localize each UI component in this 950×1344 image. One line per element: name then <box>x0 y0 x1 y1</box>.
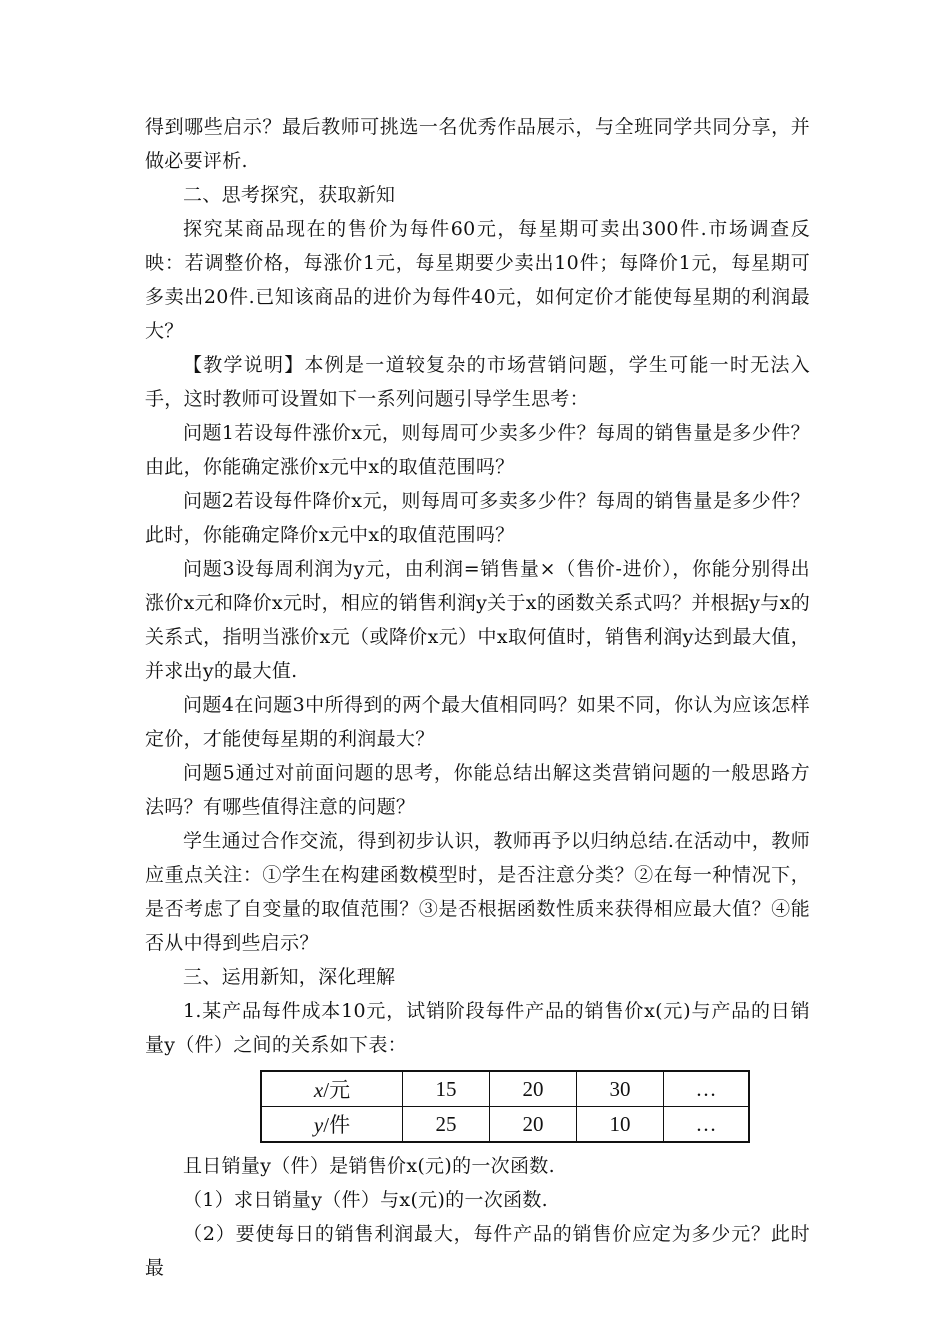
question-1: 问题1若设每件涨价x元，则每周可少卖多少件？每周的销售量是多少件？由此，你能确定涨价x元中x的取值范围吗？ <box>145 422 810 478</box>
question-5: 问题5通过对前面问题的思考，你能总结出解这类营销问题的一般思路方法吗？有哪些值得注意的问题？ <box>145 762 810 818</box>
table-row-x <box>261 1071 749 1107</box>
table-cell: 30 <box>577 1071 664 1107</box>
table-cell: 15 <box>403 1071 490 1107</box>
exercise-1-condition: 且日销量y（件）是销售价x(元)的一次函数. <box>183 1155 555 1177</box>
section-heading-3: 三、运用新知，深化理解 <box>183 966 396 988</box>
table-cell: … <box>664 1107 750 1143</box>
exercise-1-part-1: （1）求日销量y（件）与x(元)的一次函数. <box>183 1189 549 1211</box>
table-cell: 20 <box>490 1071 577 1107</box>
question-2: 问题2若设每件降价x元，则每周可多卖多少件？每周的销售量是多少件？此时，你能确定降价x元中x的取值范围吗？ <box>145 490 810 546</box>
paragraph-summary: 学生通过合作交流，得到初步认识，教师再予以归纳总结.在活动中，教师应重点关注：①学生在构建函数模型时，是否注意分类？②在每一种情况下，是否考虑了自变量的取值范围？③是否根据函数性质来获得相应最大值？④能否从中得到些启示？ <box>145 830 810 954</box>
table-header-x: x/元 <box>261 1071 403 1107</box>
question-3: 问题3设每周利润为y元，由利润=销售量×（售价-进价），你能分别得出涨价x元和降价x元时，相应的销售利润y关于x的函数关系式吗？并根据y与x的关系式，指明当涨价x元（或降价x元）中x取何值时，销售利润y达到最大值，并求出y的最大值. <box>145 558 810 682</box>
exercise-1: 1.某产品每件成本10元，试销阶段每件产品的销售价x(元)与产品的日销量y（件）之间的关系如下表： <box>145 1000 810 1056</box>
data-table-wrapper <box>260 1070 810 1143</box>
price-sales-table <box>260 1070 750 1143</box>
table-cell: … <box>664 1071 750 1107</box>
question-4: 问题4在问题3中所得到的两个最大值相同吗？如果不同，你认为应该怎样定价，才能使每星期的利润最大？ <box>145 694 810 750</box>
paragraph-continuation: 得到哪些启示？最后教师可挑选一名优秀作品展示，与全班同学共同分享，并做必要评析. <box>145 116 810 172</box>
table-row-y <box>261 1107 749 1143</box>
document-page <box>145 110 810 1285</box>
section-heading-2: 二、思考探究，获取新知 <box>183 184 396 206</box>
table-cell: 20 <box>490 1107 577 1143</box>
exercise-1-part-2: （2）要使每日的销售利润最大，每件产品的销售价应定为多少元？此时最 <box>145 1223 810 1279</box>
table-cell: 25 <box>403 1107 490 1143</box>
table-header-y: y/件 <box>261 1107 403 1143</box>
paragraph-problem: 探究某商品现在的售价为每件60元，每星期可卖出300件.市场调查反映：若调整价格，每涨价1元，每星期要少卖出10件；每降价1元，每星期可多卖出20件.已知该商品的进价为每件40元，如何定价才能使每星期的利润最大？ <box>145 218 810 342</box>
table-cell: 10 <box>577 1107 664 1143</box>
paragraph-teaching-note: 【教学说明】本例是一道较复杂的市场营销问题，学生可能一时无法入手，这时教师可设置如下一系列问题引导学生思考： <box>145 354 810 410</box>
